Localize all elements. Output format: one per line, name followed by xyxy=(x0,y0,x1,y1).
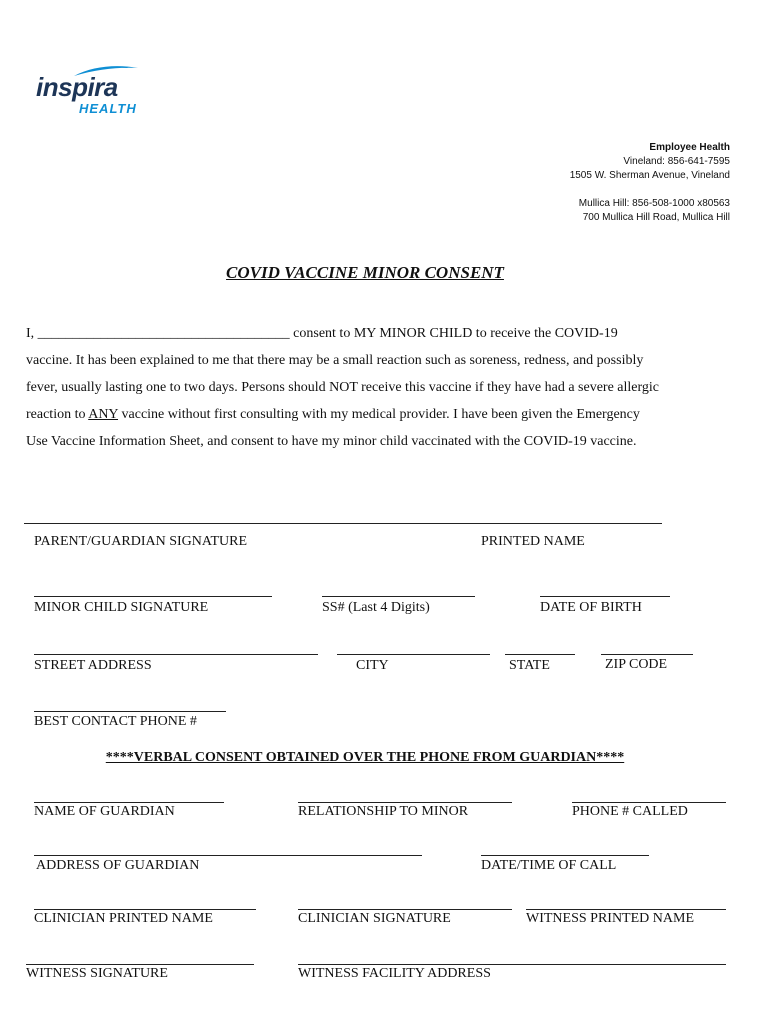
mullica-phone: Mullica Hill: 856-508-1000 x80563 xyxy=(578,198,730,209)
dob-line[interactable] xyxy=(540,596,670,597)
state-line[interactable] xyxy=(505,654,575,655)
parent-signature-line[interactable] xyxy=(24,523,662,524)
clinician-name-label: CLINICIAN PRINTED NAME xyxy=(34,911,213,926)
witness-facility-line[interactable] xyxy=(298,964,726,965)
witness-signature-line[interactable] xyxy=(26,964,254,965)
consent-line-1: I, ____________________________________ consent to MY MINOR CHILD to receive the COVID-19 xyxy=(26,326,618,341)
zip-label: ZIP CODE xyxy=(605,657,668,672)
clinician-name-line[interactable] xyxy=(34,909,256,910)
logo-subtext: HEALTH xyxy=(79,101,137,116)
vineland-phone: Vineland: 856-641-7595 xyxy=(623,156,730,167)
datetime-line[interactable] xyxy=(481,855,649,856)
phone-called-label: PHONE # CALLED xyxy=(572,804,688,819)
relationship-label: RELATIONSHIP TO MINOR xyxy=(298,804,469,819)
witness-name-line[interactable] xyxy=(526,909,726,910)
clinician-signature-line[interactable] xyxy=(298,909,512,910)
clinician-signature-label: CLINICIAN SIGNATURE xyxy=(298,911,451,926)
mullica-address: 700 Mullica Hill Road, Mullica Hill xyxy=(582,212,730,223)
verbal-consent-heading: ****VERBAL CONSENT OBTAINED OVER THE PHONE FROM GUARDIAN**** xyxy=(105,750,625,765)
consent-line-4 xyxy=(26,401,738,428)
minor-signature-label: MINOR CHILD SIGNATURE xyxy=(34,600,209,615)
street-label: STREET ADDRESS xyxy=(34,658,152,673)
logo-wordmark: inspira xyxy=(36,72,118,102)
zip-line[interactable] xyxy=(601,654,693,655)
consent-line-4-end: vaccine without first consulting with my medical provider. I have been given the Emergency xyxy=(118,407,640,422)
relationship-line[interactable] xyxy=(298,802,512,803)
guardian-name-line[interactable] xyxy=(34,802,224,803)
guardian-address-line[interactable] xyxy=(34,855,422,856)
witness-signature-label: WITNESS SIGNATURE xyxy=(26,966,168,981)
guardian-name-label: NAME OF GUARDIAN xyxy=(34,804,175,819)
city-line[interactable] xyxy=(337,654,490,655)
street-line[interactable] xyxy=(34,654,318,655)
witness-facility-label: WITNESS FACILITY ADDRESS xyxy=(298,966,491,981)
city-label: CITY xyxy=(356,658,389,673)
ss-line[interactable] xyxy=(322,596,475,597)
employee-health-address xyxy=(570,141,730,225)
datetime-label: DATE/TIME OF CALL xyxy=(481,858,617,873)
printed-name-label: PRINTED NAME xyxy=(481,534,585,549)
consent-line-5: Use Vaccine Information Sheet, and consent to have my minor child vaccinated with the COVID-19 vaccine. xyxy=(26,434,637,449)
phone-label: BEST CONTACT PHONE # xyxy=(34,714,197,729)
witness-name-label: WITNESS PRINTED NAME xyxy=(526,911,694,926)
document-title: COVID VACCINE MINOR CONSENT xyxy=(226,263,504,282)
consent-line-2: vaccine. It has been explained to me that there may be a small reaction such as soreness, redness, and possibly xyxy=(26,353,644,368)
consent-line-3: fever, usually lasting one to two days. Persons should NOT receive this vaccine if they have had a severe allergic xyxy=(26,380,660,395)
state-label: STATE xyxy=(509,658,550,673)
consent-paragraph xyxy=(26,320,738,455)
parent-signature-label: PARENT/GUARDIAN SIGNATURE xyxy=(34,534,247,549)
inspira-health-logo xyxy=(36,64,156,124)
ss-label: SS# (Last 4 Digits) xyxy=(322,600,430,615)
guardian-address-label: ADDRESS OF GUARDIAN xyxy=(36,858,200,873)
vineland-address: 1505 W. Sherman Avenue, Vineland xyxy=(569,170,730,181)
any-emphasis: ANY xyxy=(88,407,119,422)
minor-signature-line[interactable] xyxy=(34,596,272,597)
phone-line[interactable] xyxy=(34,711,226,712)
consent-line-4-start: reaction to xyxy=(26,407,89,422)
phone-called-line[interactable] xyxy=(572,802,726,803)
address-heading: Employee Health xyxy=(649,142,730,153)
dob-label: DATE OF BIRTH xyxy=(540,600,642,615)
